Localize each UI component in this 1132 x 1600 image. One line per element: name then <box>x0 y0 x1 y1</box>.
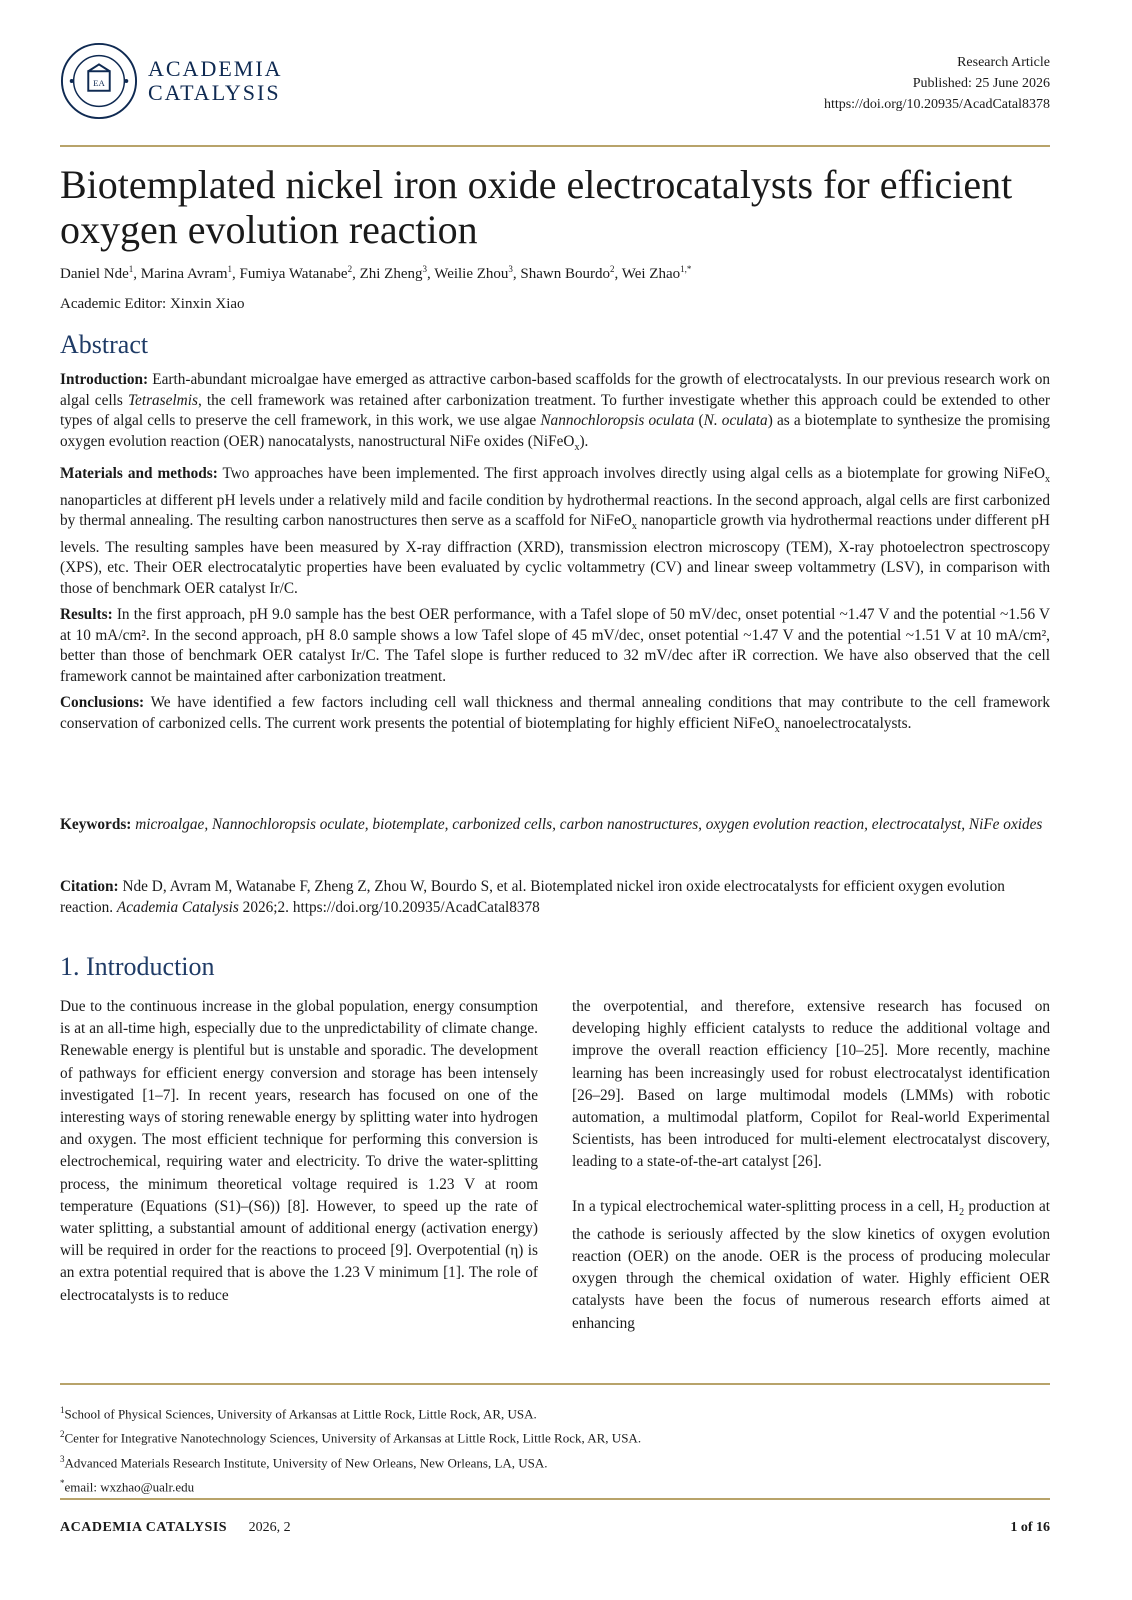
footnote-item <box>60 1400 1050 1424</box>
author-affiliation-mark: 3 <box>508 264 513 274</box>
footnote-text: Advanced Materials Research Institute, University of New Orleans, New Orleans, LA, USA. <box>64 1454 548 1470</box>
journal-name <box>148 57 283 105</box>
abstract-methods: Materials and methods: Two approaches have been implemented. The first approach involves directly using algal cells as a biotemplate for growing NiFeO$_x$ nanoparticles at different pH levels under a relatively mild and facile condition by hydrothermal reactions. In the second approach, algal cells are first carbonized by thermal annealing. The resulting carbon nanostructures then serve as a scaffold for NiFeO$_x$ nanoparticle growth via hydrothermal reactions under different pH levels. The resulting samples have been measured by X-ray diffraction (XRD), transmission electron microscopy (TEM), X-ray photoelectron spectroscopy (XPS), etc. Their OER electrocatalytic properties have been evaluated by cyclic voltammetry (CV) and linear sweep voltammetry (LSV), in comparison with those of benchmark OER catalyst Ir/C. <box>60 465 1050 597</box>
author-name[interactable]: Daniel Nde <box>60 266 129 282</box>
body-column-left <box>60 996 538 1307</box>
keywords: Keywords: microalgae, Nannochloropsis oculate, biotemplate, carbonized cells, carbon nanostructures, oxygen evolution reaction, electrocatalyst, NiFe oxides <box>60 816 1043 833</box>
abstract-heading: Abstract <box>60 330 149 359</box>
author-affiliation-mark: 3 <box>422 264 427 274</box>
abstract-conclusions: Conclusions: We have identified a few factors including cell wall thickness and thermal annealing conditions that may contribute to the cell framework conservation of carbonized cells. The current work presents the potential of biotemplating for highly efficient NiFeO$_x$ nanoelectrocatalysts. <box>60 694 1050 735</box>
author-affiliation-mark: 1 <box>227 264 233 274</box>
section-heading-introduction: 1. Introduction <box>60 952 215 981</box>
page-footer <box>60 1520 1050 1536</box>
body-column-right <box>572 996 1050 1335</box>
author-name[interactable]: Marina Avram <box>140 266 228 282</box>
doi-link[interactable]: https://doi.org/10.20935/AcadCatal8378 <box>823 97 1050 112</box>
author-affiliation-mark: 1,* <box>680 264 692 274</box>
article-meta <box>824 52 1050 115</box>
abstract-results: Results: In the first approach, pH 9.0 sample has the best OER performance, with a Tafel slope of 50 mV/dec, onset potential ~1.47 V and the potential ~1.56 V at 10 mA/cm². In the second approach, pH 8.0 sample shows a low Tafel slope of 45 mV/dec, onset potential ~1.47 V and the potential ~1.51 V at 10 mA/cm², better than those of benchmark OER catalyst Ir/C. The Tafel slope is further reduced to 32 mV/dec after iR correction. We have also observed that the cell framework cannot be maintained after carbonization treatment. <box>60 606 1050 685</box>
body-paragraph: the overpotential, and therefore, extensive research has focused on developing highly efficient catalysts to reduce the additional voltage and improve the overall reaction efficiency [10–25]. More recently, machine learning has been increasingly used for robust electrocatalyst identification [26–29]. Based on large multimodal models (LMMs) with robotic automation, a multimodal platform, Copilot for Real-world Experimental Scientists, has been introduced for multi-element electrocatalyst discovery, leading to a state-of-the-art catalyst [26]. <box>572 998 1050 1171</box>
author-affiliation-mark: 1 <box>128 264 134 274</box>
footnote-mark: 3 <box>60 1453 65 1464</box>
article-page <box>60 0 1050 1600</box>
journal-name-line1: ACADEMIA <box>148 56 283 81</box>
page-number: 1 of 16 <box>1010 1520 1050 1535</box>
header-rule <box>60 145 1050 147</box>
article-type: Research Article <box>957 55 1050 70</box>
body-paragraph: In a typical electrochemical water-splitting process in a cell, $H_2$ production at the cathode is seriously affected by the slow kinetics of oxygen evolution reaction (OER) on the anode. OER is the process of producing molecular oxygen through the chemical oxidation of water. Highly efficient OER catalysts have been the focus of numerous research efforts aimed at enhancing <box>572 1197 1051 1332</box>
author-list: Daniel Nde$^1$, Marina Avram$^1$, Fumiya Watanabe$^2$, Zhi Zheng$^3$, Weilie Zhou$^3$, Shawn Bourdo$^2$, Wei Zhao$^{1,*}$ <box>60 264 692 282</box>
journal-seal-icon <box>60 42 138 120</box>
footnote-text: School of Physical Sciences, University of Arkansas at Little Rock, Little Rock, AR, USA. <box>64 1406 537 1422</box>
abstract-body <box>60 370 1050 746</box>
publish-date: Published: 25 June 2026 <box>912 76 1050 91</box>
author-name[interactable]: Wei Zhao <box>621 266 681 282</box>
svg-text:EA: EA <box>93 77 105 88</box>
body-paragraph: Due to the continuous increase in the global population, energy consumption is at an all-time high, especially due to the unpredictability of climate change. Renewable energy is plentiful but is unstable and sporadic. The development of pathways for efficient energy conversion and storage has been intensely investigated [1–7]. In recent years, research has focused on one of the interesting ways of storing renewable energy by splitting water into hydrogen and oxygen. The most efficient technique for performing this conversion is electrochemical, requiring water and electricity. To drive the water-splitting process, the minimum theoretical voltage required is 1.23 V at room temperature (Equations (S1)–(S6)) [8]. However, to speed up the rate of water splitting, a substantial amount of additional energy (activation energy) will be required in order for the reactions to proceed [9]. Overpotential (η) is an extra potential required that is above the 1.23 V minimum [1]. The role of electrocatalysts is to reduce <box>60 998 538 1304</box>
footer-journal: ACADEMIA CATALYSIS <box>60 1520 228 1535</box>
footnote-rule <box>60 1383 1050 1385</box>
footnote-item <box>60 1449 1050 1473</box>
academic-editor: Academic Editor: Xinxin Xiao <box>60 296 245 312</box>
footnote-item <box>60 1473 1050 1497</box>
footer-year-volume: 2026, 2 <box>248 1520 291 1535</box>
abstract-introduction: Introduction: Earth-abundant microalgae have emerged as attractive carbon-based scaffolds for the growth of electrocatalysts. In our previous research work on algal cells Tetraselmis, the cell framework was retained after carbonization treatment. To further investigate whether this approach could be extended to other types of algal cells to preserve the cell framework, in this work, we use algae Nannochloropsis oculata (N. oculata) as a biotemplate to synthesize the promising oxygen evolution reaction (OER) nanocatalysts, nanostructural NiFe oxides (NiFeO$_x$). <box>60 371 1051 453</box>
author-affiliation-mark: 2 <box>610 264 615 274</box>
author-affiliation-mark: 2 <box>347 264 353 274</box>
author-name[interactable]: Fumiya Watanabe <box>239 266 348 282</box>
article-title: Biotemplated nickel iron oxide electrocatalysts for efficient oxygen evolution reaction <box>60 162 1013 252</box>
journal-name-line2: CATALYSIS <box>148 80 281 105</box>
author-name[interactable]: Zhi Zheng <box>359 266 423 282</box>
citation: Citation: Nde D, Avram M, Watanabe F, Zheng Z, Zhou W, Bourdo S, et al. Biotemplated nickel iron oxide electrocatalysts for efficient oxygen evolution reaction. Academia Catalysis 2026;2. https://doi.org/10.20935/AcadCatal8378 <box>60 878 1005 916</box>
author-name[interactable]: Weilie Zhou <box>434 266 509 282</box>
affiliation-footnotes <box>60 1400 1050 1497</box>
footnote-mark: * <box>60 1477 65 1488</box>
footnote-mark: 1 <box>60 1405 65 1415</box>
journal-logo[interactable] <box>60 42 283 120</box>
footnote-mark: 2 <box>60 1429 65 1440</box>
footer-rule <box>60 1498 1050 1500</box>
footnote-text: email: wxzhao@ualr.edu <box>64 1479 195 1495</box>
footnote-text: Center for Integrative Nanotechnology Sciences, University of Arkansas at Little Rock, Little Rock, AR, USA. <box>64 1430 642 1446</box>
author-name[interactable]: Shawn Bourdo <box>520 266 611 282</box>
footnote-item <box>60 1424 1050 1448</box>
